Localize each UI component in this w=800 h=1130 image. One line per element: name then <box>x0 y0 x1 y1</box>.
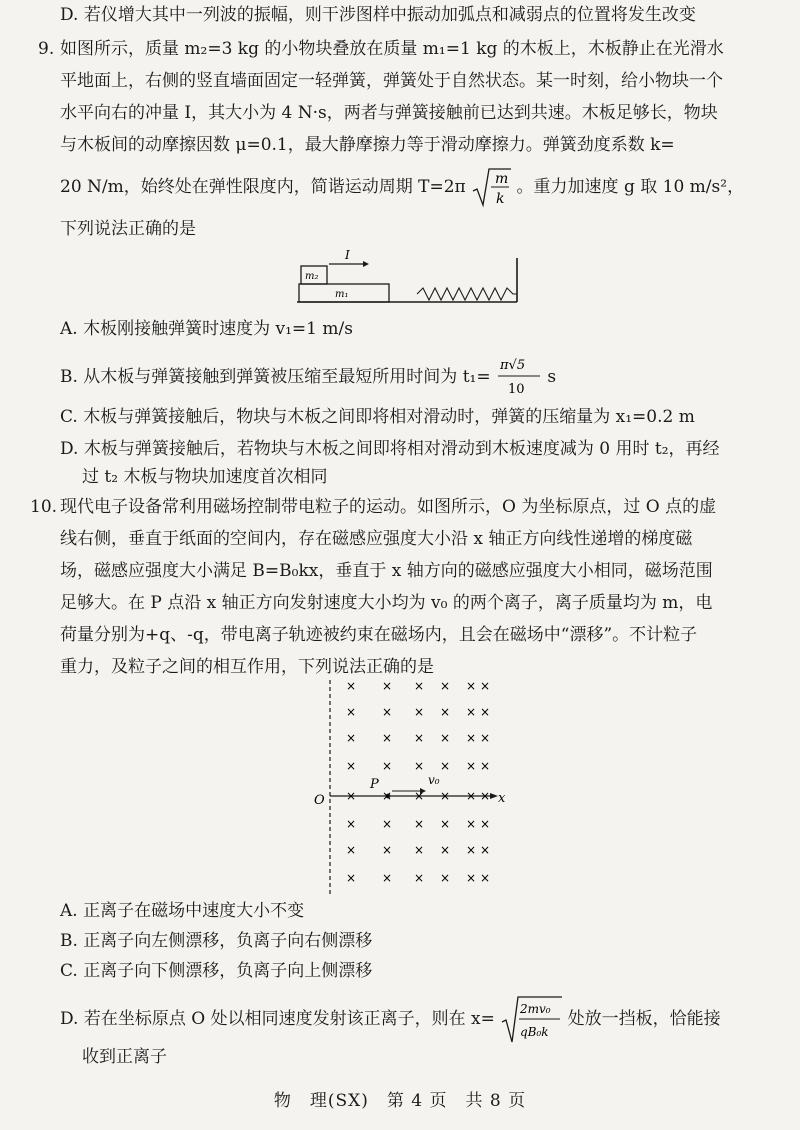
x-numerator: 2mv₀ <box>520 1001 551 1016</box>
field-cross: × <box>440 679 451 693</box>
field-cross: × <box>480 679 491 693</box>
t1-denominator: 10 <box>508 381 525 397</box>
field-cross: × <box>440 731 451 745</box>
field-cross: × <box>440 705 451 719</box>
field-cross: × <box>382 679 393 693</box>
magnetic-field-crosses <box>346 679 490 885</box>
q9-option-a: A. 木板刚接触弹簧时速度为 v₁=1 m/s <box>60 319 353 339</box>
q9-option-d-line-1: D. 木板与弹簧接触后，若物块与木板之间即将相对滑动到木板速度减为 0 用时 t₂，再经 <box>60 439 720 459</box>
q10-option-a: A. 正离子在磁场中速度大小不变 <box>60 901 305 921</box>
field-cross: × <box>414 679 425 693</box>
q9-figure <box>295 248 535 308</box>
x-formula <box>500 1001 562 1039</box>
field-cross: × <box>414 871 425 885</box>
field-cross: × <box>466 731 477 745</box>
label-impulse: I <box>345 248 350 262</box>
period-denominator: k <box>496 190 505 207</box>
q9-line-4: 与木板间的动摩擦因数 μ=0.1，最大静摩擦力等于滑动摩擦力。弹簧劲度系数 k= <box>60 135 675 155</box>
velocity-label: v₀ <box>428 773 440 787</box>
field-cross: × <box>346 705 357 719</box>
field-cross: × <box>346 759 357 773</box>
q9-line-2: 平地面上，右侧的竖直墙面固定一轻弹簧，弹簧处于自然状态。某一时刻，给小物块一个 <box>60 71 723 91</box>
q10-option-c: C. 正离子向下侧漂移，负离子向上侧漂移 <box>60 961 373 981</box>
field-cross: × <box>466 817 477 831</box>
x-denominator: qB₀k <box>520 1024 549 1039</box>
field-cross: × <box>480 759 491 773</box>
q9-line-6: 下列说法正确的是 <box>60 219 196 239</box>
field-cross: × <box>346 871 357 885</box>
field-cross: × <box>414 843 425 857</box>
q9-line-5: 20 N/m，始终处在弹性限度内，简谐运动周期 T=2π m k 。重力加速度 g 取 10 m/s²， <box>0 176 800 199</box>
q9-line-1: 9. 如图所示，质量 m₂=3 kg 的小物块叠放在质量 m₁=1 kg 的木板上，木板静止在光滑水 <box>38 39 724 59</box>
field-cross: × <box>480 731 491 745</box>
period-numerator: m <box>495 170 509 187</box>
field-cross: × <box>466 789 477 803</box>
field-cross: × <box>440 843 451 857</box>
q10-line-5: 荷量分别为+q、-q，带电离子轨迹被约束在磁场内，且会在磁场中“漂移”。不计粒子 <box>60 625 698 645</box>
spring <box>417 288 517 300</box>
field-cross: × <box>382 817 393 831</box>
field-cross: × <box>382 843 393 857</box>
q10-number: 10. <box>30 497 58 517</box>
q10-option-d-line-2: 收到正离子 <box>82 1047 167 1067</box>
label-m1: m₁ <box>335 289 349 300</box>
q10-line-3: 场，磁感应强度大小满足 B=B₀kx，垂直于 x 轴方向的磁感应强度大小相同，磁场范围 <box>60 561 713 581</box>
q10-option-d-line-1: D. 若在坐标原点 O 处以相同速度发射该正离子，则在 x= 2mv₀ qB₀k 处放一挡板，恰能接 <box>0 1008 800 1031</box>
field-cross: × <box>382 705 393 719</box>
q10-line-1: 10. 现代电子设备常利用磁场控制带电粒子的运动。如图所示，O 为坐标原点，过 O 点的虚 <box>30 497 717 517</box>
field-cross: × <box>382 789 393 803</box>
field-cross: × <box>480 871 491 885</box>
field-cross: × <box>440 817 451 831</box>
field-cross: × <box>440 871 451 885</box>
field-cross: × <box>346 843 357 857</box>
sqrt-sign <box>471 165 511 209</box>
field-cross: × <box>480 789 491 803</box>
q9-line-3: 水平向右的冲量 I，其大小为 4 N·s，两者与弹簧接触前已达到共速。木板足够长，物块 <box>60 103 718 123</box>
field-cross: × <box>466 871 477 885</box>
q9-number: 9. <box>38 39 55 59</box>
period-formula <box>471 170 511 207</box>
t1-fraction <box>496 357 542 397</box>
q10-line-2: 线右侧，垂直于纸面的空间内，存在磁感应强度大小沿 x 轴正方向线性递增的梯度磁 <box>60 529 693 549</box>
page-footer: 物 理(SX) 第 4 页 共 8 页 <box>273 1091 527 1111</box>
field-cross: × <box>466 843 477 857</box>
q9-option-d-line-2: 过 t₂ 木板与物块加速度首次相同 <box>82 467 328 487</box>
field-cross: × <box>480 817 491 831</box>
field-cross: × <box>466 679 477 693</box>
field-cross: × <box>480 843 491 857</box>
q10-option-b: B. 正离子向左侧漂移，负离子向右侧漂移 <box>60 931 373 951</box>
q8-option-d: D. 若仪增大其中一列波的振幅，则干涉图样中振动加弧点和减弱点的位置将发生改变 <box>60 5 696 25</box>
field-cross: × <box>414 759 425 773</box>
field-cross: × <box>440 759 451 773</box>
q10-line-6: 重力，及粒子之间的相互作用，下列说法正确的是 <box>60 657 434 677</box>
field-cross: × <box>414 789 425 803</box>
field-cross: × <box>466 705 477 719</box>
field-cross: × <box>480 705 491 719</box>
field-cross: × <box>382 759 393 773</box>
t1-numerator: π√5 <box>500 357 526 373</box>
field-cross: × <box>346 789 357 803</box>
x-axis-arrowhead <box>490 793 498 799</box>
q9-option-b: B. 从木板与弹簧接触到弹簧被压缩至最短所用时间为 t₁= π√5 10 s <box>60 357 557 397</box>
field-cross: × <box>414 731 425 745</box>
field-cross: × <box>346 679 357 693</box>
impulse-arrowhead <box>363 261 369 267</box>
field-cross: × <box>466 759 477 773</box>
point-p-label: P <box>370 777 379 792</box>
origin-label: O <box>314 793 325 808</box>
field-cross: × <box>346 817 357 831</box>
q9-option-c: C. 木板与弹簧接触后，物块与木板之间即将相对滑动时，弹簧的压缩量为 x₁=0.2 m <box>60 407 695 427</box>
field-cross: × <box>414 817 425 831</box>
field-cross: × <box>382 871 393 885</box>
q10-line-4: 足够大。在 P 点沿 x 轴正方向发射速度大小均为 v₀ 的两个离子，离子质量均为 m，电 <box>60 593 713 613</box>
field-cross: × <box>414 705 425 719</box>
field-cross: × <box>382 731 393 745</box>
q10-figure <box>300 678 520 898</box>
label-m2: m₂ <box>305 271 319 282</box>
field-cross: × <box>346 731 357 745</box>
x-axis-label: x <box>498 791 506 806</box>
field-cross: × <box>440 789 451 803</box>
